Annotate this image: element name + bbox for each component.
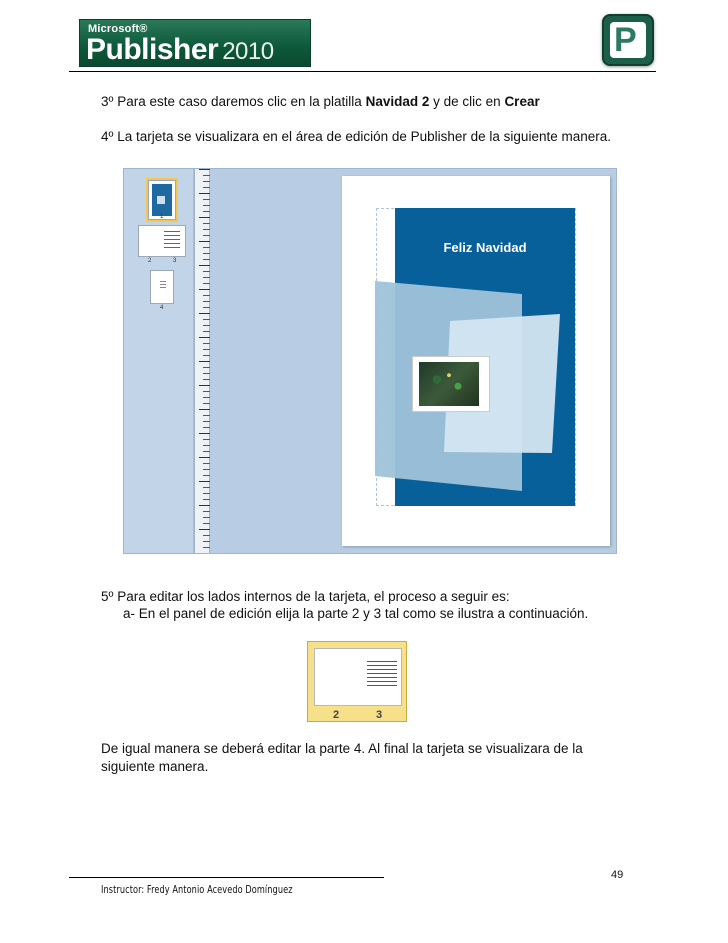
publisher-app-icon [602,14,654,66]
pages-2-3-thumbnail [307,641,407,722]
page-thumbnail-2-3 [138,225,186,257]
page-label-4: 4 [160,305,164,311]
step-5a-paragraph: a- En el panel de edición elija la parte 2 y 3 tal como se ilustra a continuación. [123,606,589,621]
page-navigation-pane [124,169,194,553]
page-label-2: 2 [148,258,152,264]
publisher-editor-screenshot [123,168,617,554]
logo-product-name: Publisher [86,33,219,66]
logo-year: 2010 [222,38,274,65]
card-photo-frame [412,356,490,412]
card-page [342,176,610,546]
publisher-2010-logo [79,19,311,67]
header-divider [69,71,656,72]
step-3-middle: y de clic en [433,94,501,109]
thumbnail-label-3: 3 [376,709,383,721]
closing-paragraph: De igual manera se deberá editar la parte 4. Al final la tarjeta se visualizara de la siguiente manera. [101,741,583,774]
thumbnail-label-2: 2 [333,709,340,721]
logo-product-text [86,33,274,67]
page-label-3: 3 [173,258,177,264]
card-title: Feliz Navidad [443,240,527,255]
vertical-ruler [194,169,210,553]
christmas-lights-photo [419,362,479,406]
footer-divider [69,877,384,878]
editing-workspace [211,169,617,553]
page-label-1: 1 [160,214,164,220]
step-3-paragraph [101,93,627,111]
step-3-prefix: 3º Para este caso daremos clic en la platilla [101,94,362,109]
app-icon-letter: P [614,21,637,59]
instructor-credit: Instructor: Fredy Antonio Acevedo Domínguez [101,884,293,896]
step-5-paragraph: 5º Para editar los lados internos de la tarjeta, el proceso a seguir es: [101,589,510,604]
logo-brand-text: Microsoft® [88,23,148,35]
pages-2-3-preview [314,648,402,706]
page-number: 49 [611,869,624,881]
step-4-paragraph: 4º La tarjeta se visualizara en el área de edición de Publisher de la siguiente manera. [101,129,611,144]
step-3-template-name: Navidad 2 [365,94,430,109]
page-thumbnail-4 [150,270,174,304]
step-3-create-label: Crear [504,94,540,109]
